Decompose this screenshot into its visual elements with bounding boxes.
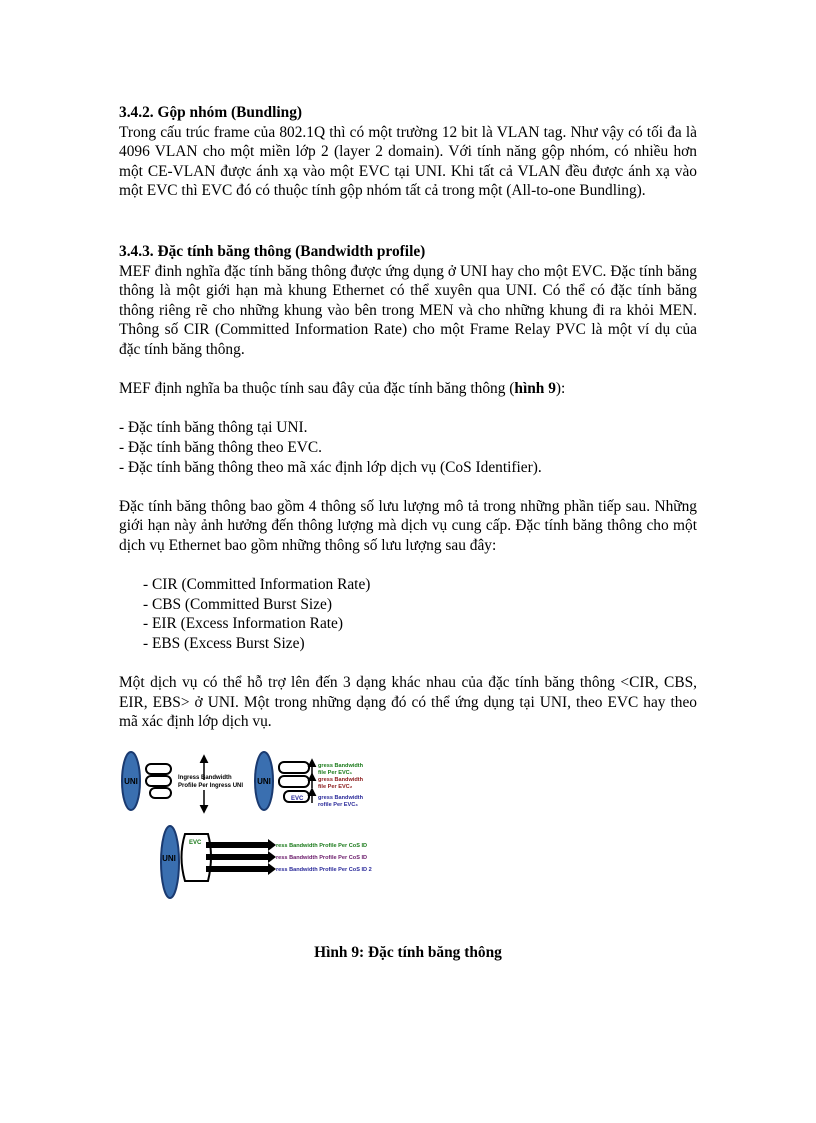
figure-reference: hình 9 [514, 380, 556, 398]
per-cos-diagram [161, 826, 372, 898]
paragraph-intro [119, 379, 697, 399]
evc-label: EVC [189, 840, 202, 846]
per-cos-label: ress Bandwidth Profile Per CoS ID [276, 843, 368, 849]
vlan-pipe-icon [146, 764, 171, 774]
section-heading: 3.4.2. Gộp nhóm (Bundling) [119, 104, 303, 121]
cos-flow-bar [206, 866, 268, 872]
per-evc-label: gress Bandwidth [318, 795, 364, 801]
figure-caption: Hình 9: Đặc tính băng thông [314, 944, 502, 961]
paragraph: Đặc tính băng thông bao gồm 4 thông số lưu lượng mô tả trong những phần tiếp sau. Những giới hạn này ảnh hưởng đến thông lượng mà dịch vụ cung cấp. Đặc tính băng thông cho một dịch vụ Ethernet bao gồm những thông số lưu lượng sau đây: [119, 497, 697, 554]
bandwidth-profile-figure [118, 746, 418, 906]
list-item: - EIR (Excess Information Rate) [143, 615, 344, 633]
section-3-4-2 [119, 103, 697, 201]
per-cos-label: ress Bandwidth Profile Per CoS ID 2 [276, 867, 372, 873]
paragraph: MEF đinh nghĩa đặc tính băng thông được ứng dụng ở UNI hay cho một EVC. Đặc tính băng thông là một giới hạn mà khung Ethernet có thể xuyên qua UNI. Có thể có đặc tính băng thông riêng rẽ cho những khung vào bên trong MEN và cho những khung đi ra khỏi MEN. Thông số CIR (Committed Information Rate) cho một Frame Relay PVC là một ví dụ của đặc tính băng thông. [119, 262, 697, 358]
list-item: - EBS (Excess Burst Size) [143, 634, 305, 652]
list-item: - Đặc tính băng thông theo mã xác định lớp dịch vụ (CoS Identifier). [119, 458, 542, 476]
bullet-list [119, 418, 697, 477]
uni-label: UNI [124, 777, 138, 786]
per-evc-diagram [255, 752, 364, 810]
per-evc-label: rofile Per EVC₃ [318, 802, 358, 808]
per-evc-label: file Per EVC₁ [318, 770, 353, 776]
arrow-right-icon [268, 851, 276, 863]
section-heading: 3.4.3. Đặc tính băng thông (Bandwidth profile) [119, 243, 426, 260]
section-3-4-3 [119, 242, 697, 732]
paragraph: Một dịch vụ có thể hỗ trợ lên đến 3 dạng khác nhau của đặc tính băng thông <CIR, CBS, EIR, EBS> ở UNI. Một trong những dạng đó có thể ứng dụng tại UNI, theo EVC hay theo mã xác định lớp dịch vụ. [119, 674, 697, 731]
list-item: - Đặc tính băng thông tại UNI. [119, 419, 308, 437]
paragraph: Trong cấu trúc frame của 802.1Q thì có một trường 12 bit là VLAN tag. Như vậy có tối đa là 4096 VLAN cho một miền lớp 2 (layer 2 domain). Với tính năng gộp nhóm, có nhiều hơn một CE-VLAN được ánh xạ vào một EVC tại UNI. Khi tất cả VLAN đều được ánh xạ vào một EVC thì EVC đó có thuộc tính gộp nhóm tất cả trong một (All-to-one Bundling). [119, 123, 697, 200]
evc-label: EVC [291, 796, 304, 802]
uni-label: UNI [257, 777, 271, 786]
per-uni-label: Profile Per Ingress UNI [178, 783, 244, 789]
per-uni-label: Ingress Bandwidth [178, 775, 232, 781]
list-item: - CBS (Committed Burst Size) [143, 595, 332, 613]
vlan-pipe-icon [150, 788, 171, 798]
cos-flow-bar [206, 842, 268, 848]
list-item: - Đặc tính băng thông theo EVC. [119, 438, 323, 456]
traffic-parameter-list [119, 575, 697, 653]
evc-pipe-icon [279, 762, 309, 773]
arrow-right-icon [268, 863, 276, 875]
vlan-pipe-icon [146, 776, 171, 786]
per-evc-label: gress Bandwidth [318, 763, 364, 769]
per-cos-label: ress Bandwidth Profile Per CoS ID [276, 855, 368, 861]
per-uni-diagram [122, 752, 243, 812]
intro-text-end: ): [555, 380, 566, 398]
intro-text: MEF định nghĩa ba thuộc tính sau đây của đặc tính băng thông ( [119, 380, 515, 398]
evc-pipe-icon [279, 776, 309, 787]
per-evc-label: file Per EVC₂ [318, 784, 353, 790]
uni-label: UNI [162, 854, 176, 863]
arrow-right-icon [268, 839, 276, 851]
per-evc-label: gress Bandwidth [318, 777, 364, 783]
list-item: - CIR (Committed Information Rate) [143, 576, 371, 594]
cos-flow-bar [206, 854, 268, 860]
